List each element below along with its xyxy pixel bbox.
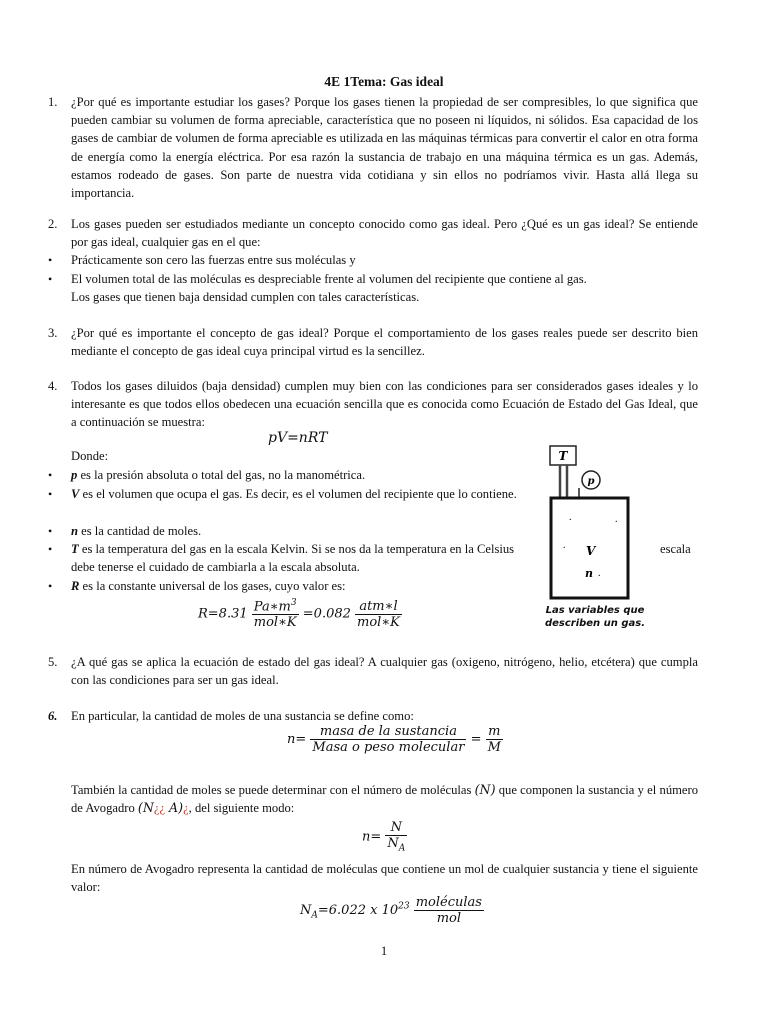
- svg-text:.: .: [569, 512, 572, 523]
- fraction: $\frac{m}{M}$: [487, 724, 501, 755]
- bullet-icon: •: [48, 272, 53, 286]
- label-p: p: [587, 476, 595, 487]
- question-text: ¿Por qué es importante el concepto de gas ideal? Porque el comportamiento de los gases reales puede ser descrito bien mediante el concepto de gas ideal cuya principal virtud es la sencillez.: [71, 326, 698, 359]
- question-number: 6.: [48, 709, 58, 723]
- label-n: n: [585, 567, 593, 580]
- fraction: $\frac{\text{atm∗l}}{\text{mol∗K}}$: [357, 598, 400, 630]
- avogadro-number-equation: $N_A=6.022$ x $10^{23}$ $\frac{\text{moléculas}}{\text{mol}}$: [300, 895, 482, 926]
- question-text: Los gases pueden ser estudiados mediante un concepto conocido como gas ideal. Pero ¿Qué es un gas ideal? Se entiende por gas ideal, cualquier gas en el que:: [71, 217, 698, 250]
- label-V: V: [586, 544, 596, 558]
- svg-text:.: .: [563, 540, 566, 551]
- ideal-gas-equation: pV=nRT: [268, 430, 328, 446]
- variable-symbol: T: [71, 542, 79, 556]
- fraction: $\frac{\text{moléculas}}{\text{mol}}$: [415, 895, 482, 926]
- variable-symbol: V: [71, 487, 80, 501]
- bullet-icon: •: [48, 468, 53, 482]
- question-text: En particular, la cantidad de moles de una sustancia se define como:: [71, 709, 414, 723]
- question-text: ¿Por qué es importante estudiar los gases? Porque los gases tienen la propiedad de ser compresibles, lo que significa que pueden cambiar su volumen de forma apreciable, característica que no poseen ni líquidos, ni sólidos. Esa capacidad de los gases de cambiar de volumen de forma apreciable es utilizada en las máquinas térmicas para convertir el calor en otra forma de energía como la energía eléctrica. Por esa razón la sustancia de trabajo en una máquina térmica es un gas. Además, estamos rodeado de gases. Son parte de nuestra vida cotidiana y sin ellos no podríamos vivir. Hasta allá llega su importancia.: [71, 95, 698, 201]
- avogadro-moles-equation: n= $\frac{N}{N_A}$: [362, 820, 406, 854]
- bullet-icon: •: [48, 579, 53, 593]
- fraction: $\frac{Pa∗m^3}{\text{mol∗K}}$: [253, 598, 297, 631]
- question-4: [48, 377, 698, 432]
- variable-symbol: n: [71, 524, 79, 538]
- page-title: 4E 1Tema: Gas ideal: [324, 74, 444, 89]
- bullet-icon: •: [48, 524, 53, 538]
- question-number: 1.: [48, 95, 58, 109]
- question-text: ¿A qué gas se aplica la ecuación de estado del gas ideal? A cualquier gas (oxigeno, nitrógeno, helio, etcétera) que cumpla con las condiciones para ser un gas ideal.: [71, 655, 698, 688]
- figure-caption: Las variables que describen un gas.: [544, 605, 646, 629]
- fraction: $\frac{N}{N_A}$: [387, 820, 406, 854]
- paragraph: También la cantidad de moles se puede determinar con el número de moléculas (N) que componen la sustancia y el número de Avogadro (N¿¿ A)¿, del siguiente modo:: [71, 782, 698, 816]
- question-number: 2.: [48, 217, 58, 231]
- svg-text:.: .: [615, 514, 618, 525]
- variable-item: • V es el volumen que ocupa el gas. Es decir, es el volumen del recipiente que lo contiene.: [48, 485, 528, 503]
- question-2: [48, 215, 698, 251]
- variable-symbol: R: [71, 579, 80, 593]
- paragraph: Los gases que tienen baja densidad cumplen con tales características.: [71, 290, 420, 304]
- bullet-item: • El volumen total de las moléculas es despreciable frente al volumen del recipiente que contiene al gas.: [48, 270, 698, 288]
- question-6: [48, 707, 698, 725]
- bullet-icon: •: [48, 542, 53, 556]
- question-number: 4.: [48, 379, 58, 393]
- question-number: 5.: [48, 655, 58, 669]
- question-3: [48, 324, 698, 360]
- label-T: T: [558, 449, 568, 463]
- page-number: 1: [380, 944, 388, 958]
- moles-equation: n= $\frac{\text{masa de la sustancia}}{\text{Masa o peso molecular}}$ = $\frac{m}{M}$: [287, 724, 501, 755]
- variable-item: • n es la cantidad de moles.: [48, 522, 528, 540]
- paragraph: En número de Avogadro representa la cantidad de moléculas que contiene un mol de cualquier sustancia y tiene el siguiente valor:: [71, 862, 698, 895]
- escala-word: escala: [660, 542, 691, 556]
- question-5: [48, 653, 698, 689]
- bullet-icon: •: [48, 487, 53, 501]
- gas-constant-equation: R=8.31 $\frac{Pa∗m^3}{\text{mol∗K}}$ =0.082 $\frac{\text{atm∗l}}{\text{mol∗K}}$: [198, 598, 400, 631]
- svg-text:.: .: [598, 568, 601, 579]
- question-1: [48, 93, 698, 202]
- variable-item: • R es la constante universal de los gases, cuyo valor es:: [48, 577, 528, 595]
- question-text: Todos los gases diluidos (baja densidad) cumplen muy bien con las condiciones para ser considerados gases ideales y lo interesante es que todos ellos obedecen una ecuación sencilla que es conocida como Ecuación de Estado del Gas Ideal, que a continuación se muestra:: [71, 379, 698, 430]
- variable-symbol: p: [71, 468, 78, 482]
- fraction: $\frac{\text{masa de la sustancia}}{\text{Masa o peso molecular}}$: [312, 724, 465, 755]
- label-donde: Donde:: [71, 449, 109, 463]
- bullet-icon: •: [48, 253, 53, 267]
- question-number: 3.: [48, 326, 58, 340]
- variable-item: • T es la temperatura del gas en la escala Kelvin. Si se nos da la temperatura en la Celsius debe tenerse el cuidado de cambiarla a la escala absoluta.: [48, 542, 515, 575]
- variable-item: • p es la presión absoluta o total del gas, no la manométrica.: [48, 466, 528, 484]
- bullet-item: • Prácticamente son cero las fuerzas entre sus moléculas y: [48, 251, 698, 269]
